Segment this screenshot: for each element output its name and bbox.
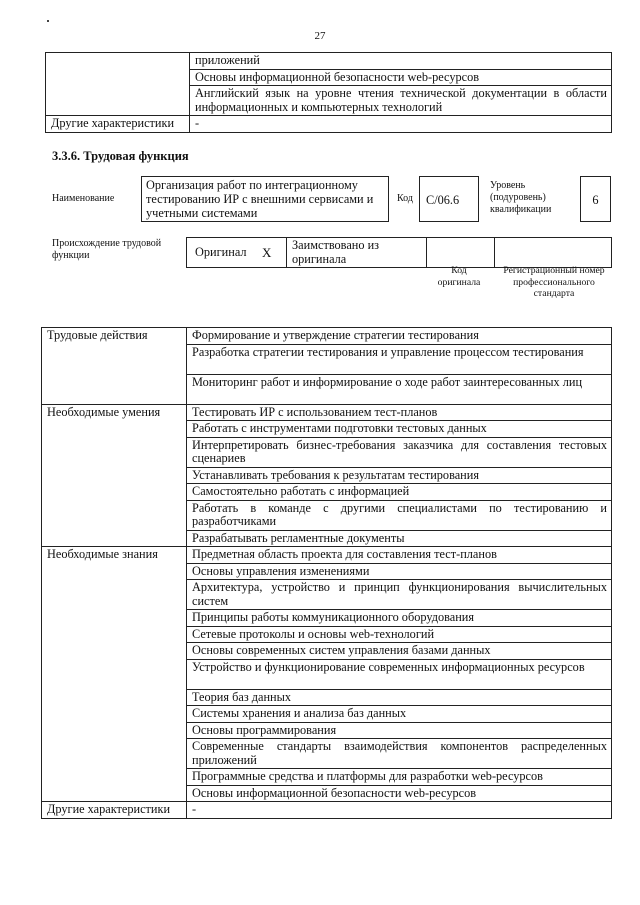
code-label: Код (397, 193, 413, 204)
table-row: Разрабатывать регламентные документы (187, 530, 612, 547)
main-table (41, 327, 612, 819)
code-value: С/06.6 (419, 176, 479, 222)
origin-label: Происхождение трудовой функции (52, 238, 162, 261)
table-row: Сетевые протоколы и основы web-технологий (187, 626, 612, 643)
top-table-category: Другие характеристики (46, 116, 190, 133)
scan-dot (47, 20, 49, 22)
table-row: Интерпретировать бизнес-требования заказчика для составления тестовых сценариев (187, 437, 612, 467)
table-row: Разработка стратегии тестирования и управление процессом тестирования (187, 344, 612, 374)
table-row: Предметная область проекта для составления тест-планов (187, 547, 612, 564)
top-table-item: - (190, 116, 612, 133)
section-title: 3.3.6. Трудовая функция (52, 149, 189, 163)
table-row: Устройство и функционирование современных информационных ресурсов (187, 659, 612, 689)
category-labor-actions: Трудовые действия (42, 328, 187, 405)
table-row: Мониторинг работ и информирование о ходе работ заинтересованных лиц (187, 374, 612, 404)
original-mark: X (247, 238, 287, 268)
top-table-item: Английский язык на уровне чтения технической документации в области информационных и компьютерных технологий (190, 86, 612, 116)
category-knowledge: Необходимые знания (42, 547, 187, 802)
table-row: Основы программирования (187, 722, 612, 739)
name-value: Организация работ по интеграционному тестированию ИР с внешними сервисами и учетными системами (141, 176, 389, 222)
page-number: 27 (314, 30, 326, 42)
table-row: Программные средства и платформы для разработки web-ресурсов (187, 769, 612, 786)
table-row: Теория баз данных (187, 689, 612, 706)
level-value: 6 (580, 176, 611, 222)
level-label: Уровень (подуровень) квалификации (490, 180, 552, 215)
top-table (45, 52, 612, 133)
table-row: Архитектура, устройство и принцип функционирования вычислительных систем (187, 580, 612, 610)
table-row: Работать в команде с другими специалистами по тестированию и разработчиками (187, 500, 612, 530)
category-other: Другие характеристики (42, 802, 187, 819)
origin-table (186, 237, 612, 268)
reg-number-caption: Регистрационный номер профессионального стандарта (503, 265, 605, 299)
reg-number-cell (495, 238, 612, 268)
name-label: Наименование (52, 193, 115, 204)
table-row: Самостоятельно работать с информацией (187, 484, 612, 501)
table-row: Основы управления изменениями (187, 563, 612, 580)
code-original-caption: Код оригинала (437, 265, 481, 288)
table-row: Формирование и утверждение стратегии тестирования (187, 328, 612, 345)
table-row: Принципы работы коммуникационного оборудования (187, 610, 612, 627)
top-table-category-empty (46, 53, 190, 116)
top-table-item: приложений (190, 53, 612, 70)
borrowed-label: Заимствовано из оригинала (287, 238, 427, 268)
original-label: Оригинал (187, 238, 247, 268)
category-skills: Необходимые умения (42, 404, 187, 547)
top-table-item: Основы информационной безопасности web-ресурсов (190, 69, 612, 86)
code-original-cell (427, 238, 495, 268)
table-row: Тестировать ИР с использованием тест-планов (187, 404, 612, 421)
table-row: Устанавливать требования к результатам тестирования (187, 467, 612, 484)
table-row: Системы хранения и анализа баз данных (187, 706, 612, 723)
table-row: Современные стандарты взаимодействия компонентов распределенных приложений (187, 739, 612, 769)
table-row: Работать с инструментами подготовки тестовых данных (187, 421, 612, 438)
table-row: Основы информационной безопасности web-ресурсов (187, 785, 612, 802)
table-row: - (187, 802, 612, 819)
table-row: Основы современных систем управления базами данных (187, 643, 612, 660)
